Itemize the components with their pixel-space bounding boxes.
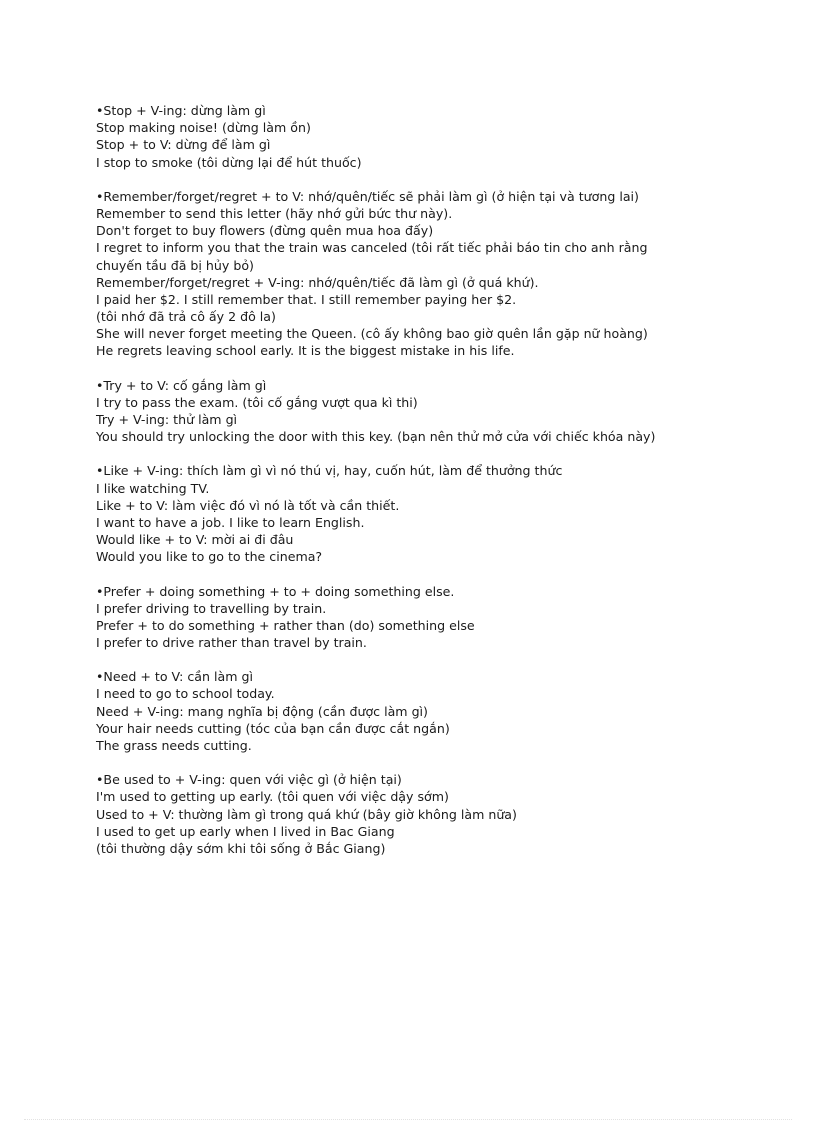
example-line: I try to pass the exam. (tôi cố gắng vượt qua kì thi) xyxy=(96,394,418,410)
example-line: I paid her $2. I still remember that. I still remember paying her $2. xyxy=(96,291,517,307)
translation-line: (tôi nhớ đã trả cô ấy 2 đô la) xyxy=(96,309,276,325)
rule-line: Stop + to V: dừng để làm gì xyxy=(96,137,271,153)
example-line: I stop to smoke (tôi dừng lại để hút thuốc) xyxy=(96,154,362,170)
rule-heading: •Try + to V: cố gắng làm gì xyxy=(96,377,267,393)
page-bottom-divider xyxy=(24,1119,792,1120)
rule-heading: •Stop + V-ing: dừng làm gì xyxy=(96,103,266,118)
translation-line: (tôi thường dậy sớm khi tôi sống ở Bắc Giang) xyxy=(96,840,386,856)
example-line: She will never forget meeting the Queen. (cô ấy không bao giờ quên lần gặp nữ hoàng) xyxy=(96,326,648,342)
example-line: You should try unlocking the door with this key. (bạn nên thử mở cửa với chiếc khóa này) xyxy=(96,429,656,445)
example-line: I want to have a job. I like to learn English. xyxy=(96,514,365,530)
rule-heading: •Like + V-ing: thích làm gì vì nó thú vị, hay, cuốn hút, làm để thưởng thức xyxy=(96,463,563,479)
example-line: I like watching TV. xyxy=(96,480,210,496)
section-prefer xyxy=(96,583,736,652)
example-line: Remember to send this letter (hãy nhớ gửi bức thư này). xyxy=(96,205,453,221)
rule-line: Like + to V: làm việc đó vì nó là tốt và cần thiết. xyxy=(96,497,400,513)
section-try xyxy=(96,377,736,446)
rule-heading: •Be used to + V-ing: quen với việc gì (ở hiện tại) xyxy=(96,772,402,788)
example-line: I regret to inform you that the train was canceled (tôi rất tiếc phải báo tin cho anh rằng xyxy=(96,240,648,256)
example-line: Would you like to go to the cinema? xyxy=(96,549,323,565)
section-need xyxy=(96,668,736,754)
example-line: Your hair needs cutting (tóc của bạn cần được cắt ngắn) xyxy=(96,720,450,736)
example-line: The grass needs cutting. xyxy=(96,738,252,753)
rule-line: Prefer + to do something + rather than (do) something else xyxy=(96,617,475,633)
example-line: I prefer to drive rather than travel by train. xyxy=(96,635,367,651)
rule-line: Try + V-ing: thử làm gì xyxy=(96,412,238,427)
rule-heading: •Prefer + doing something + to + doing something else. xyxy=(96,583,455,599)
section-used-to xyxy=(96,771,736,857)
rule-heading: •Remember/forget/regret + to V: nhớ/quên/tiếc sẽ phải làm gì (ở hiện tại và tương lai) xyxy=(96,188,639,204)
example-line: I prefer driving to travelling by train. xyxy=(96,600,327,616)
rule-heading: •Need + to V: cần làm gì xyxy=(96,669,253,685)
document-body xyxy=(96,102,736,874)
example-line: Don't forget to buy flowers (đừng quên mua hoa đấy) xyxy=(96,223,434,239)
section-stop xyxy=(96,102,736,171)
section-remember-forget-regret xyxy=(96,188,736,360)
rule-line: Used to + V: thường làm gì trong quá khứ (bây giờ không làm nữa) xyxy=(96,806,517,822)
example-line: He regrets leaving school early. It is the biggest mistake in his life. xyxy=(96,343,515,359)
rule-line: Would like + to V: mời ai đi đâu xyxy=(96,532,294,548)
example-line: I'm used to getting up early. (tôi quen với việc dậy sớm) xyxy=(96,789,449,805)
rule-line: Remember/forget/regret + V-ing: nhớ/quên/tiếc đã làm gì (ở quá khứ). xyxy=(96,274,539,290)
example-line: Stop making noise! (dừng làm ồn) xyxy=(96,120,311,136)
example-line-continued: chuyến tầu đã bị hủy bỏ) xyxy=(96,257,254,273)
section-like xyxy=(96,462,736,565)
rule-line: Need + V-ing: mang nghĩa bị động (cần được làm gì) xyxy=(96,703,428,719)
example-line: I need to go to school today. xyxy=(96,686,275,702)
example-line: I used to get up early when I lived in Bac Giang xyxy=(96,823,395,839)
